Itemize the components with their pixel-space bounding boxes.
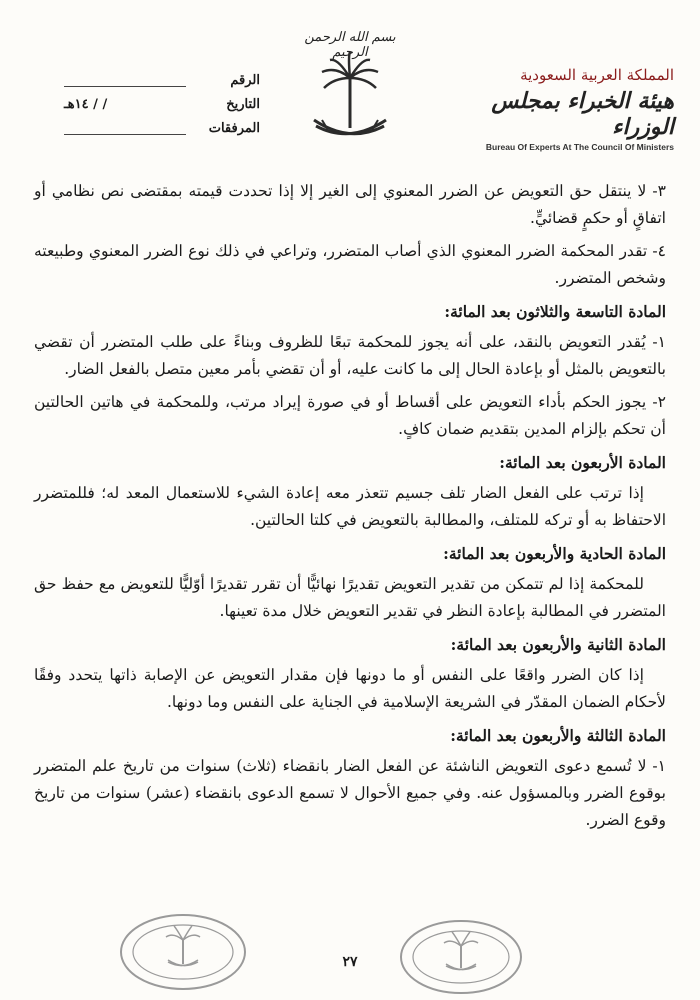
reference-fields [60, 68, 260, 140]
paragraph: ٣- لا ينتقل حق التعويض عن الضرر المعنوي إلى الغير إلا إذا تحددت قيمته بمقتضى نص نظامي أو اتفاقٍ أو حكمٍ قضائيٍّ. [34, 182, 666, 227]
document-body [34, 178, 666, 840]
paragraph: ١- لا تُسمع دعوى التعويض الناشئة عن الفعل الضار بانقضاء (ثلاث) سنوات من تاريخ علم المتضرر بوقوع الضرر وبالمسؤول عنه. وفي جميع الأحوال لا تسمع الدعوى بانقضاء (عشر) سنوات من تاريخ وقوع الضرر. [34, 757, 666, 829]
attachments-label: المرفقات [208, 120, 260, 136]
official-seal-right [398, 918, 524, 996]
ref-line [64, 74, 186, 87]
paragraph: إذا كان الضرر واقعًا على النفس أو ما دونها فإن مقدار التعويض عن الإصابة ذاتها يتحدد وفقًا لأحكام الضمان المقدّر في الشريعة الإسلامية في الجناية على النفس وما دونها. [34, 666, 666, 711]
kingdom-name: المملكة العربية السعودية [520, 66, 674, 84]
article-heading: المادة الحادية والأربعون بعد المائة: [443, 544, 666, 563]
letterhead [0, 0, 700, 170]
official-seal-left [118, 912, 248, 992]
paragraph: ١- يُقدر التعويض بالنقد، على أنه يجوز للمحكمة تبعًا للظروف وبناءً على طلب المتضرر أن تقضي بالتعويض بالمثل أو بإعادة الحال إلى ما كانت عليه، أو أن تقضي بأمر معين متصل بالفعل الضار. [34, 333, 666, 378]
basmala: بسم الله الرحمن الرحيم [304, 30, 396, 60]
ref-row [60, 68, 260, 92]
page-number: ٢٧ [342, 954, 358, 970]
article-heading: المادة الأربعون بعد المائة: [499, 453, 666, 472]
article-heading: المادة التاسعة والثلاثون بعد المائة: [444, 302, 666, 321]
saudi-emblem-icon [308, 48, 392, 148]
attachments-line [64, 122, 186, 135]
paragraph: للمحكمة إذا لم تتمكن من تقدير التعويض تقديرًا نهائيًّا أن تقرر تقديرًا أوّليًّا للتعويض مع حفظ حق المتضرر في المطالبة بإعادة النظر في تقدير التعويض خلال مدة تعينها. [34, 575, 666, 620]
date-value: / / ١٤هـ [64, 96, 108, 112]
bureau-name: هيئة الخبراء بمجلس الوزراء [491, 88, 674, 140]
attachments-row [60, 116, 260, 140]
article-heading: المادة الثالثة والأربعون بعد المائة: [450, 726, 666, 745]
bureau-name-english: Bureau Of Experts At The Council Of Ministers [485, 142, 674, 152]
date-label: التاريخ [226, 96, 260, 112]
article-heading: المادة الثانية والأربعون بعد المائة: [450, 635, 666, 654]
paragraph: ٤- تقدر المحكمة الضرر المعنوي الذي أصاب المتضرر، وتراعي في ذلك نوع الضرر المعنوي وطبيعته وشخص المتضرر. [34, 242, 666, 287]
ref-label: الرقم [230, 72, 260, 88]
paragraph: ٢- يجوز الحكم بأداء التعويض على أقساط أو في صورة إيراد مرتب، وللمحكمة في هاتين الحالتين أن تحكم بإلزام المدين بتقديم ضمان كافٍ. [34, 393, 666, 438]
organization-block [444, 66, 674, 152]
date-row [60, 92, 260, 116]
paragraph: إذا ترتب على الفعل الضار تلف جسيم تتعذر معه إعادة الشيء للاستعمال المعد له؛ فللمتضرر الاحتفاظ به أو تركه للمتلف، والمطالبة بالتعويض في كلتا الحالتين. [34, 484, 666, 529]
